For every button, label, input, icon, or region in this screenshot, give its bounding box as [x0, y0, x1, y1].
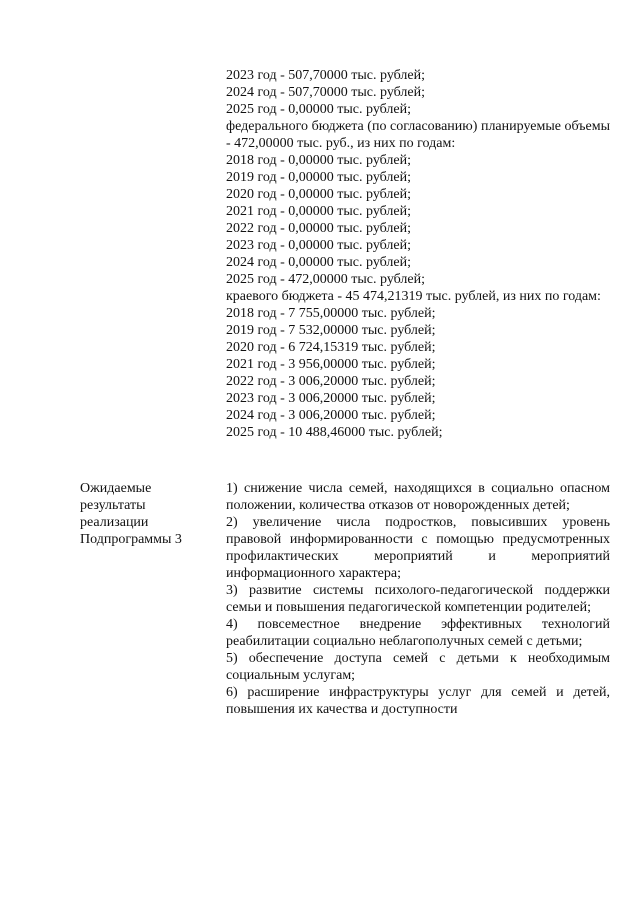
funding-year-line: 2023 год - 507,70000 тыс. рублей; — [226, 68, 426, 83]
regional-year-line: 2023 год - 3 006,20000 тыс. рублей; — [226, 391, 436, 406]
result-item: 4) повсеместное внедрение эффективных технологий реабилитации социально неблагополучных семей с детьми; — [226, 617, 610, 649]
expected-results-label — [80, 480, 226, 718]
funding-year-line: 2024 год - 507,70000 тыс. рублей; — [226, 85, 426, 100]
federal-year-line: 2020 год - 0,00000 тыс. рублей; — [226, 187, 412, 202]
regional-year-line: 2019 год - 7 532,00000 тыс. рублей; — [226, 323, 436, 338]
result-item: 1) снижение числа семей, находящихся в социально опасном положении, количества отказов от новорожденных детей; — [226, 481, 610, 513]
expected-results-row — [80, 480, 610, 718]
federal-year-line: 2021 год - 0,00000 тыс. рублей; — [226, 204, 412, 219]
federal-year-line: 2025 год - 472,00000 тыс. рублей; — [226, 272, 426, 287]
regional-year-line: 2018 год - 7 755,00000 тыс. рублей; — [226, 306, 436, 321]
label-line: Ожидаемые — [80, 481, 152, 496]
federal-budget-intro: федерального бюджета (по согласованию) планируемые объемы - 472,00000 тыс. руб., из них по годам: — [226, 119, 610, 151]
funding-year-line: 2025 год - 0,00000 тыс. рублей; — [226, 102, 412, 117]
regional-year-line: 2025 год - 10 488,46000 тыс. рублей; — [226, 425, 443, 440]
regional-year-line: 2021 год - 3 956,00000 тыс. рублей; — [226, 357, 436, 372]
regional-budget-intro: краевого бюджета - 45 474,21319 тыс. рублей, из них по годам: — [226, 289, 601, 304]
federal-year-line: 2023 год - 0,00000 тыс. рублей; — [226, 238, 412, 253]
result-item: 3) развитие системы психолого-педагогической поддержки семьи и повышения педагогической компетенции родителей; — [226, 583, 610, 615]
label-line: реализации — [80, 515, 149, 530]
label-line: Подпрограммы 3 — [80, 532, 182, 547]
result-item: 6) расширение инфраструктуры услуг для семей и детей, повышения их качества и доступности — [226, 685, 610, 717]
result-item: 5) обеспечение доступа семей с детьми к необходимым социальным услугам; — [226, 651, 610, 683]
federal-year-line: 2024 год - 0,00000 тыс. рублей; — [226, 255, 412, 270]
label-line: результаты — [80, 498, 146, 513]
regional-year-line: 2024 год - 3 006,20000 тыс. рублей; — [226, 408, 436, 423]
federal-year-line: 2022 год - 0,00000 тыс. рублей; — [226, 221, 412, 236]
federal-year-line: 2018 год - 0,00000 тыс. рублей; — [226, 153, 412, 168]
result-item: 2) увеличение числа подростков, повысивших уровень правовой информированности с помощью предусмотренных профилактических мероприятий и мероприятий информационного характера; — [226, 515, 610, 581]
regional-year-line: 2020 год - 6 724,15319 тыс. рублей; — [226, 340, 436, 355]
funding-block — [226, 67, 610, 441]
expected-results-list — [226, 480, 610, 718]
federal-year-line: 2019 год - 0,00000 тыс. рублей; — [226, 170, 412, 185]
regional-year-line: 2022 год - 3 006,20000 тыс. рублей; — [226, 374, 436, 389]
